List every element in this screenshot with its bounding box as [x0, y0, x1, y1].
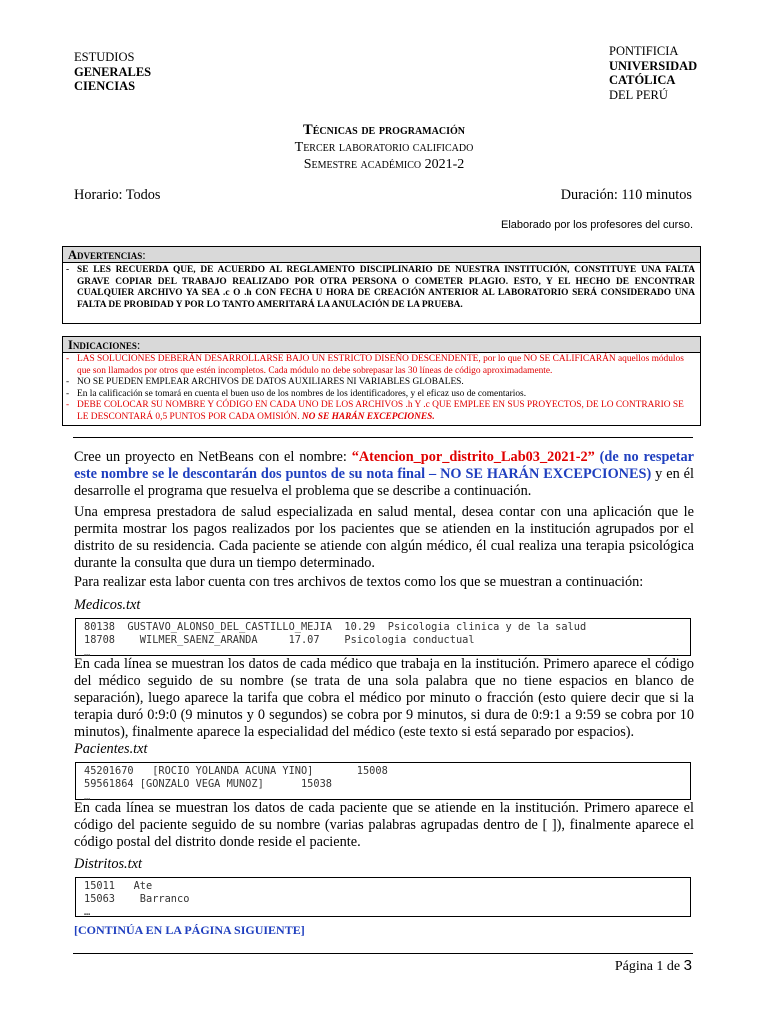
university-line-1: PONTIFICIA	[609, 44, 679, 58]
faculty-line-3: CIENCIAS	[74, 79, 136, 93]
faculty-line-2: GENERALES	[74, 64, 152, 79]
section-divider	[73, 437, 693, 438]
schedule-label: Horario: Todos	[74, 187, 161, 203]
pacientes-line-1: 45201670 [ROCIO YOLANDA ACUNA YINO] 15008	[84, 765, 388, 777]
medicos-description: En cada línea se muestran los datos de cada médico que trabaja en la institución. Primero aparece el código del médico seguido de su nombre (se trata de una sola palabra que no tiene espacios en blanco de separación), luego aparece la tarifa que cobra el médico por minuto o fracción (esto quiere decir que si la terapia duró 0:9:0 (9 minutos y 0 segundos) se cobra por 9 minutos, si dura de 0:9:1 a 9:59 se cobra por 10 minutos), finalmente aparece la especialidad del médico (este texto si está separado por espacios).	[74, 656, 694, 740]
instructions-heading-colon: :	[136, 338, 141, 352]
warnings-heading-text: Advertencias	[68, 248, 143, 262]
medicos-line-2: 18708 WILMER_SAENZ_ARANDA 17.07 Psicologia conductual	[84, 634, 475, 646]
medicos-filename: Medicos.txt	[74, 597, 141, 613]
instruction-item-1: - LAS SOLUCIONES DEBERÁN DESARROLLARSE BAJO UN ESTRICTO DISEÑO DESCENDENTE, por lo que NO SE CALIFICARÁN aquellos módulos que son llamados por otros que estén incompletos. Cada módulo no debe sobrepasar las 30 líneas de código aproximadamente.	[66, 354, 684, 376]
instruction-emphasis: NO SE HARÁN EXCEPCIONES.	[301, 411, 435, 422]
page-label: Página 1 de	[614, 959, 684, 974]
university-line-4: DEL PERÚ	[609, 87, 668, 102]
semester-title: Semestre académico 2021-2	[303, 157, 465, 172]
course-title: Técnicas de programación	[303, 122, 465, 138]
pacientes-line-3: …	[84, 791, 91, 803]
intro-paragraph	[74, 449, 694, 500]
medicos-line-1: 80138 GUSTAVO_ALONSO_DEL_CASTILLO_MEJIA 10.29 Psicologia clinica y de la salud	[84, 621, 587, 633]
pacientes-filename: Pacientes.txt	[74, 741, 148, 757]
instruction-text-1: LAS SOLUCIONES DEBERÁN DESARROLLARSE BAJO UN ESTRICTO DISEÑO DESCENDENTE, por lo que NO SE CALIFICARÁN aquellos módulos que son llamados por otros que estén incompletos. Cada módulo no debe sobrepasar las 30 líneas de código aproximadamente.	[77, 354, 684, 376]
warnings-heading-colon: :	[142, 248, 146, 262]
warning-item: - SE LES RECUERDA QUE, DE ACUERDO AL REGLAMENTO DISCIPLINARIO DE NUESTRA INSTITUCIÓN, CONSTITUYE UNA FALTA GRAVE COPIAR DEL TRABAJO REALIZADO POR OTRA PERSONA O COMETER PLAGIO. ESTO, Y EL HECHO DE ENCONTRAR CUALQUIER ARCHIVO YA SEA .c O .h CON FECHA U HORA DE CREACIÓN ANTERIOR AL LABORATORIO SERÁ CONSIDERADO UNA FALTA DE PROBIDAD Y POR LO TANTO AMERITARÁ LA ANULACIÓN DE LA PRUEBA.	[66, 265, 695, 310]
medicos-line-3: …	[84, 647, 91, 659]
instruction-item-3: - En la calificación se tomará en cuenta el buen uso de los nombres de los identificadores, y el eficaz uso de comentarios.	[66, 388, 527, 399]
footer-divider	[73, 953, 693, 954]
page-number	[615, 957, 692, 975]
distritos-filename: Distritos.txt	[74, 856, 142, 872]
distritos-sample	[75, 877, 691, 917]
pacientes-sample	[75, 762, 691, 803]
faculty-line-1: ESTUDIOS	[74, 50, 135, 64]
duration-label: Duración: 110 minutos	[560, 187, 692, 203]
pacientes-description: En cada línea se muestran los datos de cada paciente que se atiende en la institución. Primero aparece el código del paciente seguido de su nombre (varias palabras agrupadas dentro de [ ]), finalmente aparece el código postal del distrito donde reside el paciente.	[74, 800, 694, 850]
lab-title: Tercer laboratorio calificado	[294, 140, 474, 155]
university-line-3: CATÓLICA	[609, 73, 676, 87]
distritos-line-2: 15063 Barranco	[84, 893, 190, 905]
instructions-box	[62, 336, 701, 426]
page-total: 3	[683, 957, 692, 974]
instruction-text-3: En la calificación se tomará en cuenta el buen uso de los nombres de los identificadores, y el eficaz uso de comentarios.	[77, 388, 527, 399]
intro-pre: Cree un proyecto en NetBeans con el nombre:	[74, 449, 352, 465]
problem-paragraph: Una empresa prestadora de salud especializada en salud mental, desea contar con una aplicación que le permita mostrar los pagos realizados por los pacientes que se atienden en la institución agrupados por el distrito de su residencia. Cada paciente se atiende con algún médico, él cual realiza una terapia psicológica durante la consulta que dura un tiempo determinado.	[74, 504, 694, 571]
instructions-heading-text: Indicaciones	[68, 338, 137, 352]
instruction-text-4: DEBE COLOCAR SU NOMBRE Y CÓDIGO EN CADA UNO DE LOS ARCHIVOS .h Y .c QUE EMPLEE EN SUS PROYECTOS, DE LO CONTRARIO SE LE DESCONTARÁ 0,5 PUNTOS POR CADA OMISIÓN.	[77, 400, 684, 422]
university-block	[609, 44, 697, 102]
distritos-line-1: 15011 Ate	[84, 880, 153, 892]
continue-note: [CONTINÚA EN LA PÁGINA SIGUIENTE]	[74, 923, 305, 937]
medicos-sample	[75, 618, 691, 659]
faculty-block	[74, 50, 151, 94]
files-intro: Para realizar esta labor cuenta con tres archivos de textos como los que se muestran a continuación:	[74, 574, 644, 590]
author-note: Elaborado por los profesores del curso.	[501, 219, 693, 231]
warning-text: SE LES RECUERDA QUE, DE ACUERDO AL REGLAMENTO DISCIPLINARIO DE NUESTRA INSTITUCIÓN, CONSTITUYE UNA FALTA GRAVE COPIAR DEL TRABAJO REALIZADO POR OTRA PERSONA O COMETER PLAGIO. ESTO, Y EL HECHO DE ENCONTRAR CUALQUIER ARCHIVO YA SEA .c O .h CON FECHA U HORA DE CREACIÓN ANTERIOR AL LABORATORIO SERÁ CONSIDERADO UNA FALTA DE PROBIDAD Y POR LO TANTO AMERITARÁ LA ANULACIÓN DE LA PRUEBA.	[77, 265, 695, 310]
instruction-text-2: NO SE PUEDEN EMPLEAR ARCHIVOS DE DATOS AUXILIARES NI VARIABLES GLOBALES.	[77, 377, 464, 387]
instruction-item-4: - DEBE COLOCAR SU NOMBRE Y CÓDIGO EN CADA UNO DE LOS ARCHIVOS .h Y .c QUE EMPLEE EN SUS PROYECTOS, DE LO CONTRARIO SE LE DESCONTARÁ 0,5 PUNTOS POR CADA OMISIÓN. NO SE HARÁN EXCEPCIONES.	[66, 400, 684, 422]
intro-warning: (de no respetar este nombre se le descontarán dos puntos de su nota final – NO SE HARÁN EXCEPCIONES)	[74, 449, 694, 482]
pacientes-line-2: 59561864 [GONZALO VEGA MUNOZ] 15038	[84, 778, 332, 790]
warnings-box	[62, 246, 701, 324]
instructions-heading	[63, 337, 700, 353]
intro-post: y en él desarrolle el programa que resuelva el problema que se describe a continuación.	[74, 466, 694, 499]
warnings-heading	[63, 247, 700, 263]
university-line-2: UNIVERSIDAD	[609, 58, 698, 73]
distritos-line-3: …	[84, 906, 91, 918]
instruction-item-2: - NO SE PUEDEN EMPLEAR ARCHIVOS DE DATOS AUXILIARES NI VARIABLES GLOBALES.	[66, 377, 464, 387]
project-name: “Atencion_por_distrito_Lab03_2021-2”	[351, 449, 595, 465]
